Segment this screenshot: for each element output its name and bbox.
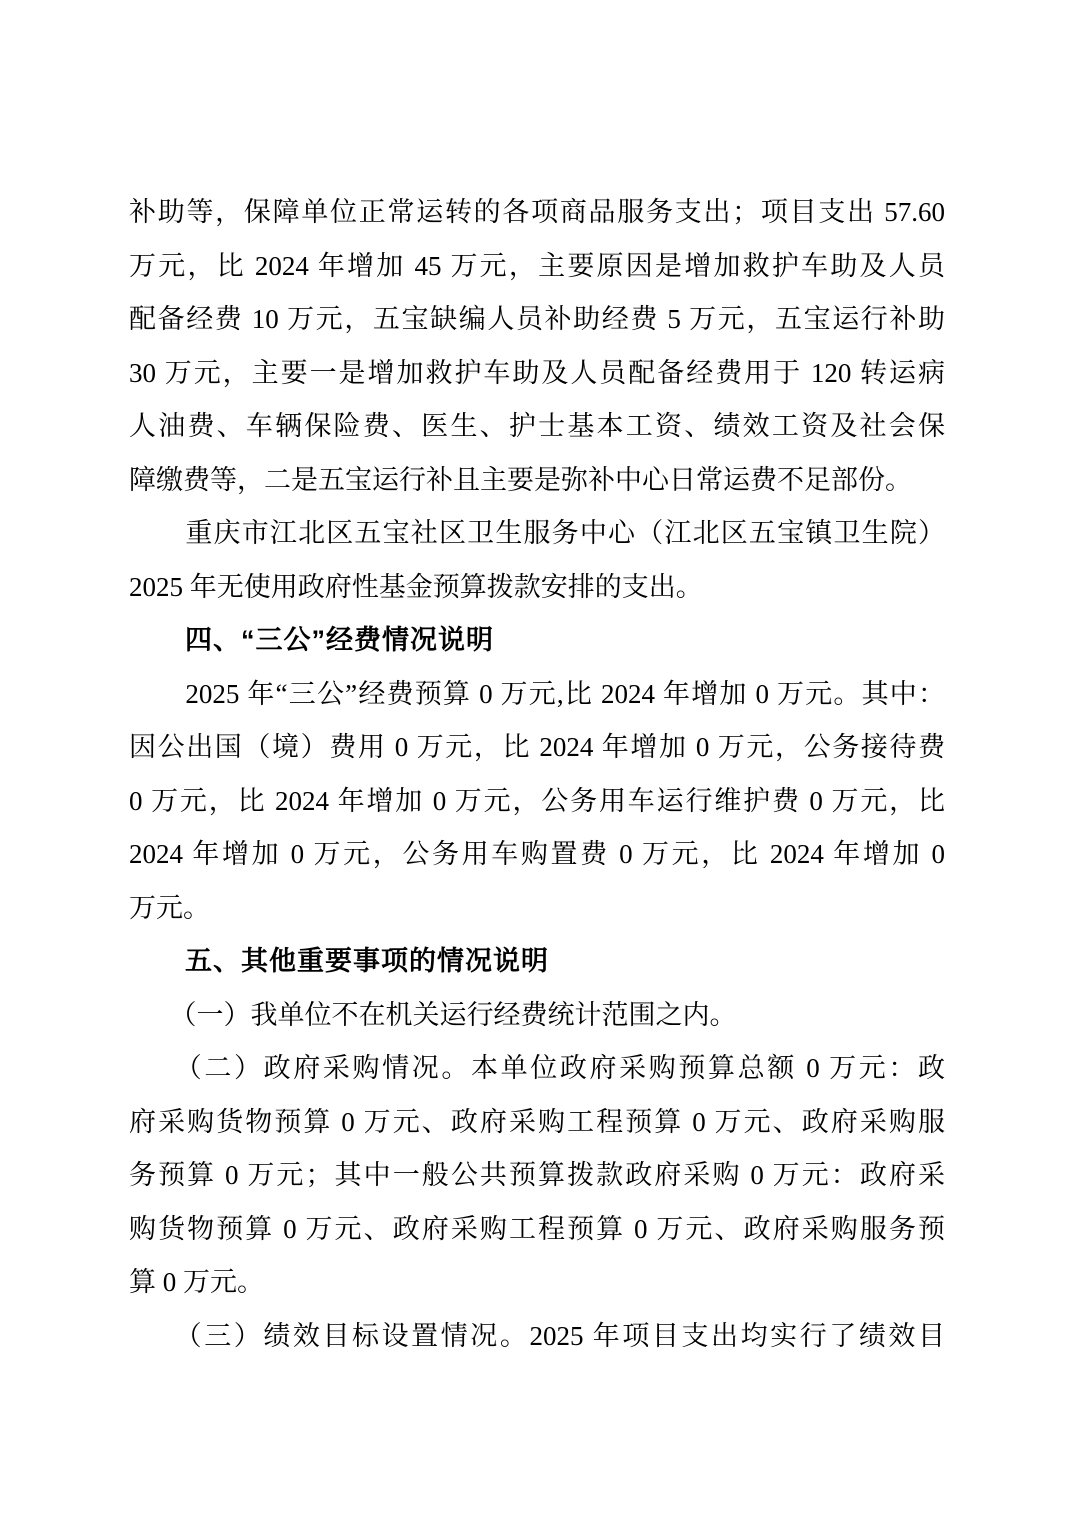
para-item-1-operating-expense-scope bbox=[129, 989, 945, 1043]
text-line: 2025 年“三公”经费预算 0 万元,比 2024 年增加 0 万元。其中： bbox=[129, 678, 945, 709]
text-line: 人油费、车辆保险费、医生、护士基本工资、绩效工资及社会保 bbox=[129, 411, 945, 441]
text-line: 务预算 0 万元；其中一般公共预算拨款政府采购 0 万元：政府采 bbox=[129, 1160, 945, 1190]
text-line: 府采购货物预算 0 万元、政府采购工程预算 0 万元、政府采购服 bbox=[129, 1106, 945, 1137]
para-item-3-performance-goals bbox=[129, 1310, 945, 1364]
text-line: 算 0 万元。 bbox=[129, 1267, 264, 1297]
document-content bbox=[129, 186, 945, 1363]
text-line: 补助等，保障单位正常运转的各项商品服务支出；项目支出 57.60 bbox=[129, 197, 945, 227]
text-line: 2025 年无使用政府性基金预算拨款安排的支出。 bbox=[129, 571, 703, 602]
text-line: 2024 年增加 0 万元，公务用车购置费 0 万元，比 2024 年增加 0 bbox=[129, 839, 945, 869]
heading-section-4-three-public-funds bbox=[129, 614, 945, 668]
text-line: 重庆市江北区五宝社区卫生服务中心（江北区五宝镇卫生院） bbox=[129, 518, 945, 548]
section-heading-line: 五、其他重要事项的情况说明 bbox=[129, 946, 549, 976]
text-line: 0 万元，比 2024 年增加 0 万元，公务用车运行维护费 0 万元，比 bbox=[129, 785, 945, 816]
para-three-public-funds-detail bbox=[129, 668, 945, 936]
section-heading-line: 四、“三公”经费情况说明 bbox=[129, 625, 494, 655]
text-line: 配备经费 10 万元，五宝缺编人员补助经费 5 万元，五宝运行补助 bbox=[129, 304, 945, 334]
para-budget-expenditure-continuation bbox=[129, 186, 945, 507]
text-line: （二）政府采购情况。本单位政府采购预算总额 0 万元：政 bbox=[129, 1053, 945, 1083]
text-line: 30 万元，主要一是增加救护车助及人员配备经费用于 120 转运病 bbox=[129, 357, 945, 388]
text-line: 购货物预算 0 万元、政府采购工程预算 0 万元、政府采购服务预 bbox=[129, 1213, 945, 1244]
heading-section-5-other-important-items bbox=[129, 935, 945, 989]
text-line: （一）我单位不在机关运行经费统计范围之内。 bbox=[129, 999, 737, 1030]
text-line: 障缴费等，二是五宝运行补且主要是弥补中心日常运费不足部份。 bbox=[129, 464, 912, 495]
para-government-fund-budget bbox=[129, 507, 945, 614]
text-line: （三）绩效目标设置情况。2025 年项目支出均实行了绩效目 bbox=[129, 1320, 945, 1351]
para-item-2-government-procurement bbox=[129, 1042, 945, 1310]
text-line: 万元，比 2024 年增加 45 万元，主要原因是增加救护车助及人员 bbox=[129, 250, 945, 281]
text-line: 万元。 bbox=[129, 892, 210, 923]
text-line: 因公出国（境）费用 0 万元，比 2024 年增加 0 万元，公务接待费 bbox=[129, 732, 945, 762]
